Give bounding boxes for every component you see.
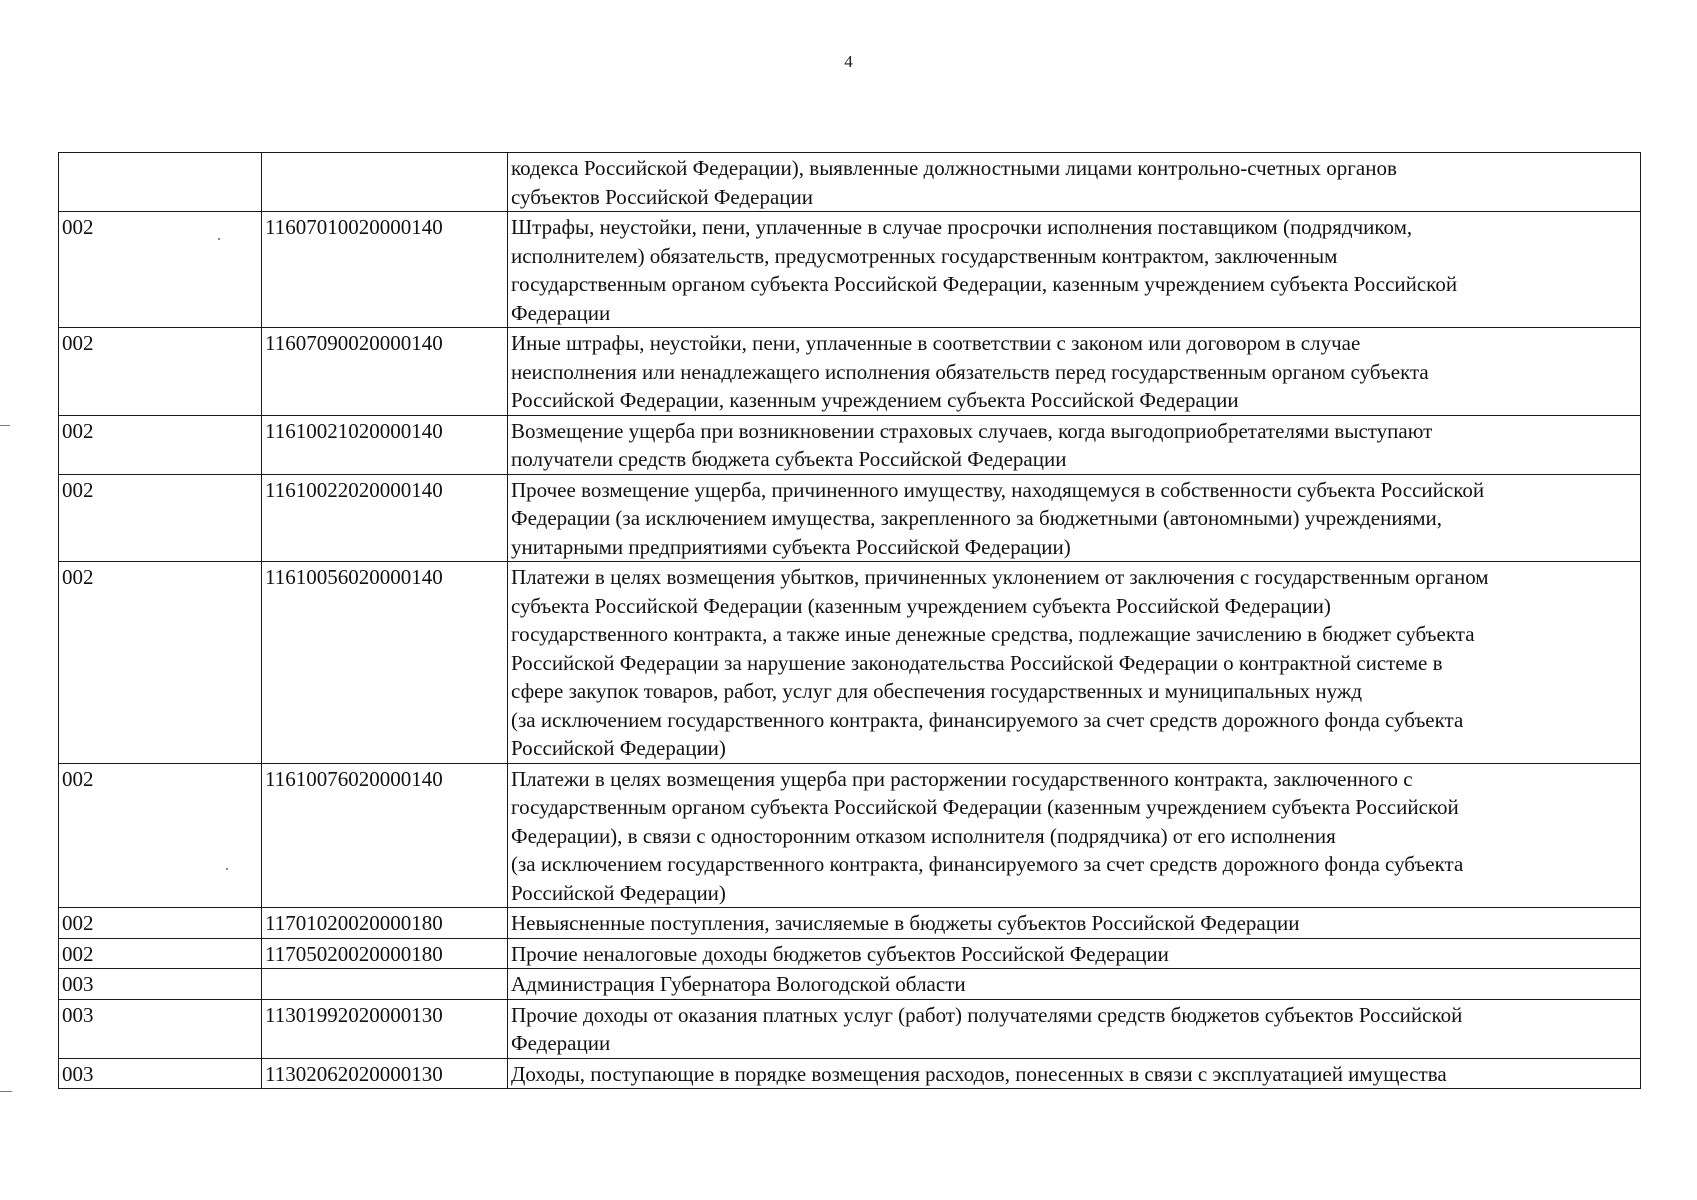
revenue-code-cell: 11610022020000140: [262, 474, 508, 562]
description-line: неисполнения или ненадлежащего исполнения обязательств перед государственным органом субъекта: [511, 359, 1429, 384]
scan-margin-mark: [0, 425, 10, 426]
description-line: получатели средств бюджета субъекта Российской Федерации: [511, 447, 1067, 471]
description-line: Федерации (за исключением имущества, закрепленного за бюджетными (автономными) учреждениями,: [511, 506, 1443, 530]
table-row: [59, 415, 1641, 474]
description-line: Прочее возмещение ущерба, причиненного имуществу, находящемуся в собственности субъекта Российской: [511, 477, 1485, 502]
description-line: исполнителем) обязательств, предусмотренных государственным контрактом, заключенным: [511, 243, 1338, 268]
description-line: (за исключением государственного контракта, финансируемого за счет средств дорожного фонда субъекта: [511, 707, 1464, 732]
admin-code-cell: 002: [59, 474, 262, 562]
revenue-name-cell: [508, 908, 1641, 939]
admin-code-cell: 002: [59, 415, 262, 474]
revenue-code-cell: 11701020020000180: [262, 908, 508, 939]
admin-code-cell: 003: [59, 999, 262, 1058]
admin-code-cell: 003: [59, 1058, 262, 1089]
scan-dot: [218, 238, 220, 240]
description-line: государственным органом субъекта Российской Федерации, казенным учреждением субъекта Российской: [511, 272, 1458, 296]
table-row: [59, 153, 1641, 212]
description-line: Доходы, поступающие в порядке возмещения расходов, понесенных в связи с эксплуатацией имущества: [511, 1061, 1447, 1086]
revenue-name-cell: [508, 212, 1641, 328]
revenue-code-cell: 11610056020000140: [262, 562, 508, 764]
description-line: Российской Федерации): [511, 736, 726, 760]
table-row: [59, 1058, 1641, 1089]
revenue-code-cell: 11705020020000180: [262, 938, 508, 969]
description-line: Возмещение ущерба при возникновении страховых случаев, когда выгодоприобретателями выступают: [511, 418, 1433, 443]
revenue-name-cell: [508, 153, 1641, 212]
table-body: [59, 153, 1641, 1089]
revenue-name-cell: [508, 938, 1641, 969]
description-line: государственным органом субъекта Российской Федерации (казенным учреждением субъекта Российской: [511, 795, 1459, 819]
description-line: сфере закупок товаров, работ, услуг для обеспечения государственных и муниципальных нужд: [511, 679, 1363, 703]
description-line: субъектов Российской Федерации: [511, 184, 814, 209]
table-row: [59, 328, 1641, 416]
table-row: [59, 969, 1641, 1000]
revenue-code-cell: [262, 969, 508, 1000]
revenue-name-cell: [508, 562, 1641, 764]
description-line: Платежи в целях возмещения убытков, причиненных уклонением от заключения с государственным органом: [511, 565, 1489, 589]
table-row: [59, 763, 1641, 908]
table-row: [59, 474, 1641, 562]
description-line: государственного контракта, а также иные денежные средства, подлежащие зачислению в бюджет субъекта: [511, 622, 1475, 646]
revenue-name-cell: [508, 415, 1641, 474]
admin-code-cell: 002: [59, 763, 262, 908]
table-row: [59, 908, 1641, 939]
table-row: [59, 999, 1641, 1058]
table-row: [59, 212, 1641, 328]
revenue-code-cell: 11607010020000140: [262, 212, 508, 328]
admin-code-cell: 003: [59, 969, 262, 1000]
admin-code-cell: 002: [59, 908, 262, 939]
scan-margin-mark: [0, 1091, 12, 1092]
description-line: Прочие неналоговые доходы бюджетов субъектов Российской Федерации: [511, 941, 1169, 966]
admin-code-cell: 002: [59, 212, 262, 328]
revenue-code-cell: 11607090020000140: [262, 328, 508, 416]
description-line: Платежи в целях возмещения ущерба при расторжении государственного контракта, заключенного с: [511, 766, 1413, 791]
description-line: Администрация Губернатора Вологодской области: [511, 972, 966, 996]
revenue-code-cell: [262, 153, 508, 212]
admin-code-cell: 002: [59, 328, 262, 416]
description-line: (за исключением государственного контракта, финансируемого за счет средств дорожного фонда субъекта: [511, 852, 1464, 876]
description-line: субъекта Российской Федерации (казенным учреждением субъекта Российской Федерации): [511, 593, 1331, 618]
revenue-name-cell: [508, 328, 1641, 416]
description-line: Прочие доходы от оказания платных услуг (работ) получателями средств бюджетов субъектов Российской: [511, 1002, 1463, 1027]
description-line: Штрафы, неустойки, пени, уплаченные в случае просрочки исполнения поставщиком (подрядчиком,: [511, 215, 1413, 239]
revenue-code-cell: 11301992020000130: [262, 999, 508, 1058]
revenue-name-cell: [508, 1058, 1641, 1089]
description-line: Федерации: [511, 300, 611, 325]
table-row: [59, 938, 1641, 969]
revenue-name-cell: [508, 999, 1641, 1058]
description-line: Федерации), в связи с односторонним отказом исполнителя (подрядчика) от его исполнения: [511, 823, 1336, 848]
description-line: унитарными предприятиями субъекта Российской Федерации): [511, 534, 1071, 559]
description-line: Российской Федерации): [511, 880, 726, 905]
revenue-name-cell: [508, 969, 1641, 1000]
revenue-name-cell: [508, 763, 1641, 908]
description-line: Федерации: [511, 1031, 611, 1055]
description-line: Иные штрафы, неустойки, пени, уплаченные в соответствии с законом или договором в случае: [511, 331, 1361, 355]
table-row: [59, 562, 1641, 764]
admin-code-cell: 002: [59, 562, 262, 764]
description-line: кодекса Российской Федерации), выявленные должностными лицами контрольно-счетных органов: [511, 156, 1397, 180]
admin-code-cell: [59, 153, 262, 212]
description-line: Российской Федерации, казенным учреждением субъекта Российской Федерации: [511, 388, 1239, 412]
admin-code-cell: 002: [59, 938, 262, 969]
revenue-name-cell: [508, 474, 1641, 562]
revenue-code-cell: 11610021020000140: [262, 415, 508, 474]
revenue-code-cell: 11610076020000140: [262, 763, 508, 908]
page-number: 4: [844, 52, 853, 71]
scan-dot: [226, 868, 228, 870]
description-line: Невыясненные поступления, зачисляемые в бюджеты субъектов Российской Федерации: [511, 911, 1300, 935]
revenue-codes-table: [58, 152, 1641, 1089]
description-line: Российской Федерации за нарушение законодательства Российской Федерации о контрактной системе в: [511, 650, 1443, 675]
revenue-code-cell: 11302062020000130: [262, 1058, 508, 1089]
